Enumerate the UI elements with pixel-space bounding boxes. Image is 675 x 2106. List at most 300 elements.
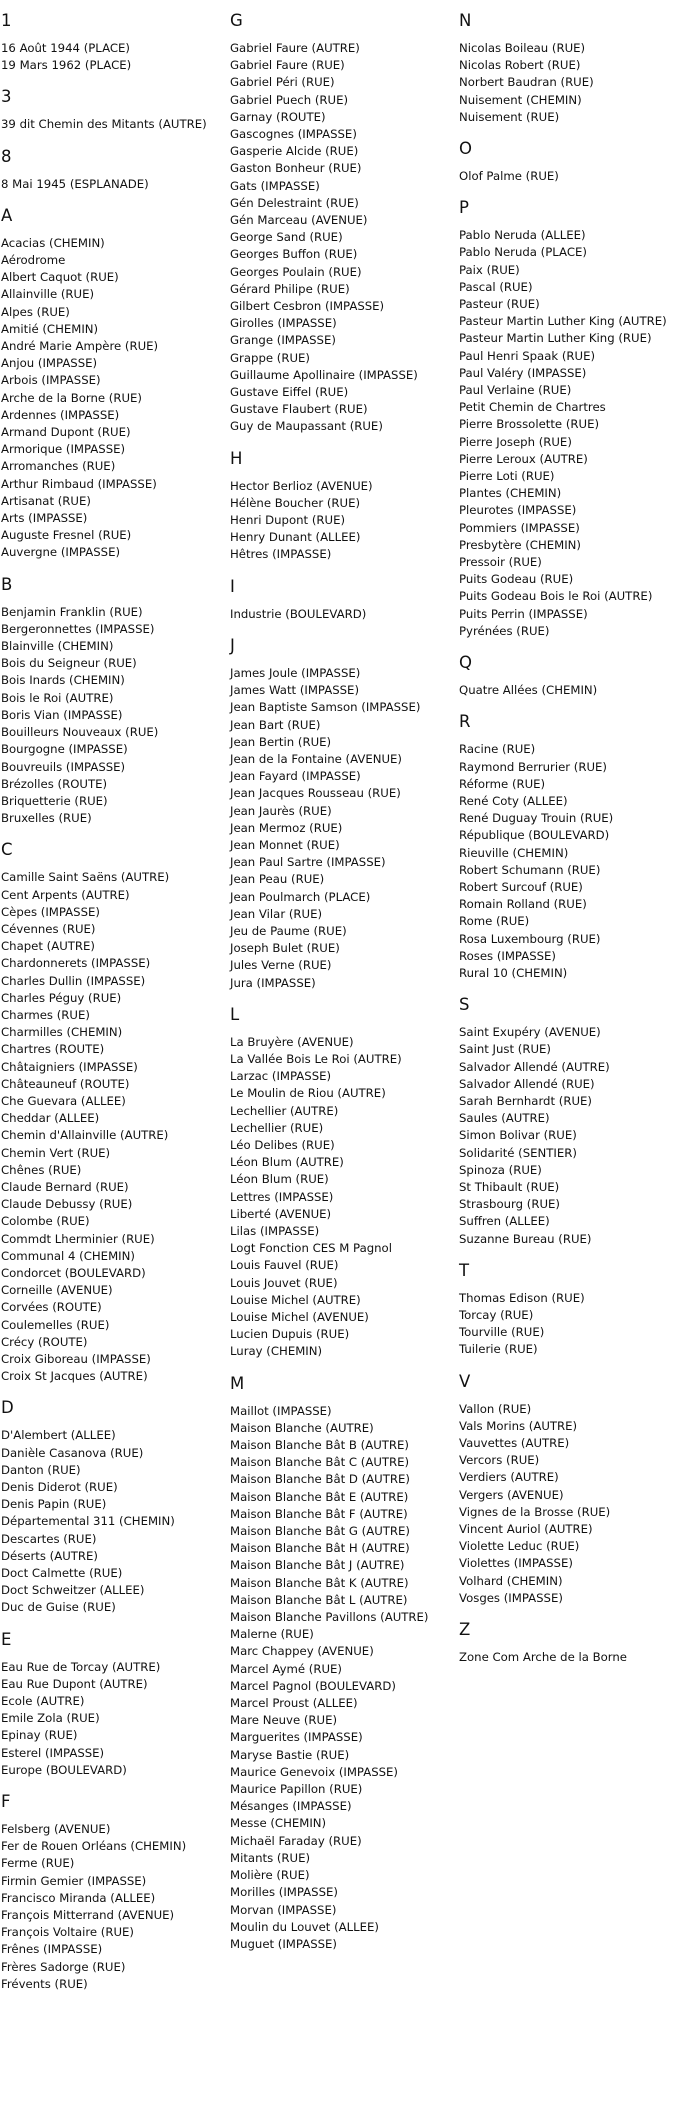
street-entry: Robert Schumann (RUE): [459, 862, 601, 877]
street-entry: La Bruyère (AVENUE): [230, 1034, 354, 1049]
street-entry: Gén Marceau (AVENUE): [230, 213, 368, 228]
street-entry: François Mitterrand (AVENUE): [1, 1908, 175, 1923]
street-entry: Thomas Edison (RUE): [459, 1290, 585, 1305]
street-entry: Châtaigniers (IMPASSE): [1, 1059, 138, 1074]
street-entry: Pierre Leroux (AUTRE): [459, 451, 588, 466]
index-letter-heading: 8: [1, 146, 12, 166]
index-letter-heading: R: [459, 712, 471, 732]
street-entry: Liberté (AVENUE): [230, 1206, 332, 1221]
street-entry: Charmilles (CHEMIN): [1, 1025, 123, 1040]
street-list: [230, 1034, 452, 1361]
street-entry: Solidarité (SENTIER): [459, 1145, 577, 1160]
street-entry: Camille Saint Saëns (AUTRE): [1, 870, 170, 885]
street-entry: Chartres (ROUTE): [1, 1042, 105, 1057]
index-group: [230, 576, 452, 623]
street-entry: La Vallée Bois Le Roi (AUTRE): [230, 1051, 402, 1066]
street-entry: Marcel Pagnol (BOULEVARD): [230, 1678, 396, 1693]
street-entry: Ardennes (IMPASSE): [1, 407, 120, 422]
street-entry: Saint Just (RUE): [459, 1042, 551, 1057]
street-entry: Petit Chemin de Chartres: [459, 400, 606, 415]
street-entry: Maison Blanche Bât G (AUTRE): [230, 1524, 410, 1539]
street-entry: André Marie Ampère (RUE): [1, 339, 159, 354]
street-entry: Michaël Faraday (RUE): [230, 1833, 362, 1848]
street-entry: Felsberg (AVENUE): [1, 1822, 111, 1837]
street-entry: Paul Valéry (IMPASSE): [459, 365, 587, 380]
street-entry: D'Alembert (ALLEE): [1, 1428, 116, 1443]
street-entry: Bergeronnettes (IMPASSE): [1, 621, 155, 636]
street-entry: Maurice Genevoix (IMPASSE): [230, 1764, 398, 1779]
street-list: [1, 176, 223, 193]
street-entry: Arromanches (RUE): [1, 459, 116, 474]
street-entry: Jean Jaurès (RUE): [230, 803, 332, 818]
street-entry: Artisanat (RUE): [1, 493, 91, 508]
street-entry: Garnay (ROUTE): [230, 109, 326, 124]
street-entry: Gustave Eiffel (RUE): [230, 385, 349, 400]
street-entry: Léo Delibes (RUE): [230, 1137, 335, 1152]
index-letter-heading: 1: [1, 11, 12, 30]
street-entry: Pierre Loti (RUE): [459, 469, 555, 484]
street-entry: Danièle Casanova (RUE): [1, 1445, 144, 1460]
street-entry: Eau Rue de Torcay (AUTRE): [1, 1659, 161, 1674]
street-entry: Torcay (RUE): [459, 1307, 534, 1322]
street-entry: Maryse Bastie (RUE): [230, 1747, 350, 1762]
index-letter-heading: E: [1, 1629, 12, 1649]
street-list: [1, 604, 223, 828]
index-group: [1, 1629, 223, 1779]
street-entry: Rosa Luxembourg (RUE): [459, 931, 601, 946]
index-letter-heading: Z: [459, 1620, 471, 1640]
street-entry: Bouilleurs Nouveaux (RUE): [1, 725, 159, 740]
street-entry: Frères Sadorge (RUE): [1, 1959, 126, 1974]
street-entry: Claude Bernard (RUE): [1, 1179, 129, 1194]
street-entry: Maison Blanche Bât B (AUTRE): [230, 1438, 409, 1453]
street-entry: Sarah Bernhardt (RUE): [459, 1093, 592, 1108]
index-letter-heading: I: [230, 576, 235, 596]
street-entry: Salvador Allendé (RUE): [459, 1076, 595, 1091]
index-group: [1, 1397, 223, 1616]
street-entry: Zone Com Arche de la Borne: [459, 1650, 627, 1665]
street-entry: Descartes (RUE): [1, 1531, 97, 1546]
street-entry: Auvergne (IMPASSE): [1, 545, 121, 560]
street-list: [230, 40, 452, 436]
street-entry: Alpes (RUE): [1, 304, 70, 319]
street-entry: Blainville (CHEMIN): [1, 639, 114, 654]
index-group: [459, 197, 675, 640]
street-entry: Raymond Berrurier (RUE): [459, 759, 607, 774]
index-letter-heading: F: [1, 1792, 11, 1812]
street-entry: Jules Verne (RUE): [230, 958, 332, 973]
street-list: [1, 1821, 223, 1993]
street-entry: Jeu de Paume (RUE): [230, 923, 347, 938]
street-entry: Denis Diderot (RUE): [1, 1480, 118, 1495]
street-entry: Vincent Auriol (AUTRE): [459, 1522, 593, 1537]
street-list: [459, 40, 675, 126]
street-entry: Amitié (CHEMIN): [1, 321, 99, 336]
street-entry: Charmes (RUE): [1, 1007, 90, 1022]
street-entry: 16 Août 1944 (PLACE): [1, 41, 130, 55]
street-entry: Salvador Allendé (AUTRE): [459, 1059, 610, 1074]
street-entry: Pascal (RUE): [459, 279, 533, 294]
street-entry: Violette Leduc (RUE): [459, 1539, 580, 1554]
street-entry: Anjou (IMPASSE): [1, 356, 98, 371]
street-entry: Gabriel Faure (AUTRE): [230, 41, 360, 55]
street-entry: Maison Blanche Pavillons (AUTRE): [230, 1610, 429, 1625]
street-entry: Bourgogne (IMPASSE): [1, 742, 128, 757]
street-entry: Doct Calmette (RUE): [1, 1566, 123, 1581]
street-list: [459, 1649, 675, 1666]
index-letter-heading: L: [230, 1004, 240, 1024]
street-entry: Pasteur (RUE): [459, 297, 540, 312]
street-entry: Gasperie Alcide (RUE): [230, 144, 359, 159]
street-entry: Grange (IMPASSE): [230, 333, 336, 348]
street-entry: Commdt Lherminier (RUE): [1, 1231, 155, 1246]
street-entry: Benjamin Franklin (RUE): [1, 604, 143, 619]
street-entry: Spinoza (RUE): [459, 1162, 542, 1177]
index-group: [230, 1373, 452, 1954]
index-letter-heading: B: [1, 574, 13, 594]
street-entry: Jura (IMPASSE): [230, 975, 316, 990]
street-entry: Muguet (IMPASSE): [230, 1936, 337, 1951]
index-group: [459, 138, 675, 185]
street-entry: Puits Perrin (IMPASSE): [459, 606, 588, 621]
street-entry: Crécy (ROUTE): [1, 1334, 88, 1349]
index-group: [1, 146, 223, 193]
index-letter-heading: M: [230, 1373, 245, 1393]
index-letter-heading: T: [459, 1260, 470, 1280]
street-entry: Rome (RUE): [459, 914, 530, 929]
index-letter-heading: H: [230, 448, 243, 468]
street-entry: Jean Peau (RUE): [230, 872, 325, 887]
street-list: [459, 682, 675, 699]
index-letter-heading: N: [459, 11, 472, 30]
street-entry: Messe (CHEMIN): [230, 1816, 327, 1831]
street-entry: Jean Paul Sartre (IMPASSE): [230, 855, 386, 870]
street-index-column-2: [230, 0, 452, 1953]
street-entry: Puits Godeau Bois le Roi (AUTRE): [459, 589, 653, 604]
street-entry: Volhard (CHEMIN): [459, 1573, 563, 1588]
street-entry: Bruxelles (RUE): [1, 811, 92, 826]
street-entry: Bois Inards (CHEMIN): [1, 673, 125, 688]
street-list: [230, 1403, 452, 1954]
street-entry: Gats (IMPASSE): [230, 178, 320, 193]
street-entry: Guillaume Apollinaire (IMPASSE): [230, 367, 418, 382]
index-group: [1, 205, 223, 562]
street-entry: Chênes (RUE): [1, 1162, 82, 1177]
street-entry: République (BOULEVARD): [459, 828, 610, 843]
street-entry: Guy de Maupassant (RUE): [230, 419, 383, 434]
street-entry: Coulemelles (RUE): [1, 1317, 110, 1332]
street-entry: Tuilerie (RUE): [459, 1342, 538, 1357]
street-entry: Gilbert Cesbron (IMPASSE): [230, 299, 385, 314]
street-entry: Jean Bart (RUE): [230, 717, 321, 732]
index-group: [230, 10, 452, 436]
street-list: [459, 1024, 675, 1248]
street-entry: Gaston Bonheur (RUE): [230, 161, 362, 176]
street-entry: Jean de la Fontaine (AVENUE): [230, 751, 402, 766]
street-entry: Saules (AUTRE): [459, 1111, 550, 1126]
street-entry: Quatre Allées (CHEMIN): [459, 683, 598, 698]
street-entry: Chardonnerets (IMPASSE): [1, 956, 151, 971]
index-group: [459, 1619, 675, 1666]
street-entry: Vals Morins (AUTRE): [459, 1418, 578, 1433]
street-entry: Boris Vian (IMPASSE): [1, 707, 123, 722]
street-entry: Romain Rolland (RUE): [459, 897, 587, 912]
street-entry: Maison Blanche Bât K (AUTRE): [230, 1575, 409, 1590]
street-entry: Aérodrome: [1, 253, 66, 268]
street-entry: Doct Schweitzer (ALLEE): [1, 1583, 145, 1598]
street-entry: Racine (RUE): [459, 742, 536, 757]
street-entry: 8 Mai 1945 (ESPLANADE): [1, 176, 149, 191]
index-letter-heading: Q: [459, 653, 472, 673]
street-entry: Suzanne Bureau (RUE): [459, 1231, 592, 1246]
street-entry: Pasteur Martin Luther King (RUE): [459, 331, 652, 346]
street-entry: Vallon (RUE): [459, 1401, 532, 1416]
street-entry: Marcel Aymé (RUE): [230, 1661, 342, 1676]
street-entry: Tourville (RUE): [459, 1325, 545, 1340]
street-entry: Henri Dupont (RUE): [230, 513, 346, 528]
street-list: [1, 1659, 223, 1779]
street-entry: Norbert Baudran (RUE): [459, 75, 594, 90]
street-entry: Acacias (CHEMIN): [1, 235, 105, 250]
street-entry: Morvan (IMPASSE): [230, 1902, 337, 1917]
street-entry: Le Moulin de Riou (AUTRE): [230, 1086, 386, 1101]
street-list: [230, 606, 452, 623]
street-entry: Gabriel Péri (RUE): [230, 75, 335, 90]
street-entry: Violettes (IMPASSE): [459, 1556, 573, 1571]
street-entry: Jean Jacques Rousseau (RUE): [230, 786, 401, 801]
street-entry: François Voltaire (RUE): [1, 1925, 134, 1940]
street-entry: Nuisement (RUE): [459, 109, 560, 124]
street-entry: Brézolles (ROUTE): [1, 776, 108, 791]
street-entry: Strasbourg (RUE): [459, 1197, 560, 1212]
street-entry: Maison Blanche Bât H (AUTRE): [230, 1541, 410, 1556]
street-entry: Pablo Neruda (ALLEE): [459, 228, 586, 243]
street-entry: Europe (BOULEVARD): [1, 1762, 127, 1777]
street-list: [459, 227, 675, 640]
street-entry: Hector Berlioz (AVENUE): [230, 478, 373, 493]
street-entry: Châteauneuf (ROUTE): [1, 1076, 130, 1091]
street-entry: Maison Blanche Bât D (AUTRE): [230, 1472, 410, 1487]
street-entry: Jean Monnet (RUE): [230, 837, 340, 852]
street-entry: Vercors (RUE): [459, 1453, 540, 1468]
street-entry: Lilas (IMPASSE): [230, 1223, 320, 1238]
index-group: [230, 448, 452, 564]
street-entry: Rieuville (CHEMIN): [459, 845, 569, 860]
index-letter-heading: O: [459, 139, 472, 159]
street-list: [459, 1401, 675, 1607]
street-entry: Epinay (RUE): [1, 1728, 78, 1743]
street-entry: Pasteur Martin Luther King (AUTRE): [459, 314, 667, 329]
street-entry: Chapet (AUTRE): [1, 939, 95, 954]
street-entry: Maison Blanche Bât C (AUTRE): [230, 1455, 410, 1470]
street-entry: Jean Bertin (RUE): [230, 734, 332, 749]
street-entry: Arche de la Borne (RUE): [1, 390, 142, 405]
street-entry: Moulin du Louvet (ALLEE): [230, 1919, 379, 1934]
street-list: [230, 478, 452, 564]
index-letter-heading: 3: [1, 87, 12, 107]
index-group: [459, 994, 675, 1248]
street-entry: Louis Fauvel (RUE): [230, 1258, 339, 1273]
street-entry: Jean Mermoz (RUE): [230, 820, 343, 835]
street-entry: Nicolas Boileau (RUE): [459, 41, 586, 55]
street-entry: Grappe (RUE): [230, 350, 310, 365]
street-entry: Vauvettes (AUTRE): [459, 1436, 570, 1450]
street-entry: Louis Jouvet (RUE): [230, 1275, 338, 1290]
street-entry: Nicolas Robert (RUE): [459, 58, 581, 73]
street-entry: Maison Blanche Bât L (AUTRE): [230, 1592, 408, 1607]
street-entry: St Thibault (RUE): [459, 1179, 560, 1194]
street-entry: Suffren (ALLEE): [459, 1214, 550, 1229]
street-entry: Croix St Jacques (AUTRE): [1, 1369, 148, 1384]
street-entry: Colombe (RUE): [1, 1214, 90, 1229]
street-entry: Jean Poulmarch (PLACE): [230, 889, 371, 904]
street-entry: Pierre Joseph (RUE): [459, 434, 572, 449]
street-entry: Jean Fayard (IMPASSE): [230, 769, 361, 784]
street-list: [1, 40, 223, 74]
street-entry: Chemin Vert (RUE): [1, 1145, 111, 1160]
street-entry: Gabriel Puech (RUE): [230, 92, 349, 107]
street-entry: Corvées (ROUTE): [1, 1300, 102, 1315]
street-entry: Ferme (RUE): [1, 1856, 75, 1871]
street-entry: Firmin Gemier (IMPASSE): [1, 1873, 147, 1888]
street-entry: Paul Henri Spaak (RUE): [459, 348, 596, 363]
street-entry: Marguerites (IMPASSE): [230, 1730, 363, 1745]
street-entry: Léon Blum (RUE): [230, 1172, 329, 1187]
street-entry: Cheddar (ALLEE): [1, 1111, 100, 1126]
street-index-column-3: [459, 0, 675, 1666]
street-entry: Cent Arpents (AUTRE): [1, 887, 130, 902]
street-entry: Fer de Rouen Orléans (CHEMIN): [1, 1839, 187, 1854]
street-entry: Francisco Miranda (ALLEE): [1, 1890, 156, 1905]
street-entry: Jean Baptiste Samson (IMPASSE): [230, 700, 421, 715]
street-entry: Louise Michel (AVENUE): [230, 1310, 369, 1324]
street-entry: Girolles (IMPASSE): [230, 316, 337, 331]
street-entry: Réforme (RUE): [459, 776, 546, 791]
index-letter-heading: P: [459, 198, 469, 218]
street-entry: Rural 10 (CHEMIN): [459, 965, 568, 980]
street-entry: Allainville (RUE): [1, 287, 95, 302]
street-entry: Maison Blanche Bât E (AUTRE): [230, 1489, 409, 1504]
street-entry: Presbytère (CHEMIN): [459, 537, 581, 552]
street-entry: Cévennes (RUE): [1, 921, 96, 936]
street-entry: Lechellier (AUTRE): [230, 1103, 339, 1118]
street-entry: Lucien Dupuis (RUE): [230, 1327, 350, 1342]
street-entry: Briquetterie (RUE): [1, 793, 108, 808]
street-entry: George Sand (RUE): [230, 230, 343, 245]
street-entry: Vergers (AVENUE): [459, 1487, 564, 1502]
street-list: [459, 1290, 675, 1359]
street-entry: Lettres (IMPASSE): [230, 1189, 334, 1204]
street-entry: Gascognes (IMPASSE): [230, 127, 357, 142]
index-group: [459, 711, 675, 982]
street-entry: Georges Poulain (RUE): [230, 264, 362, 279]
street-entry: Danton (RUE): [1, 1462, 81, 1477]
index-letter-heading: V: [459, 1371, 471, 1391]
street-entry: Roses (IMPASSE): [459, 948, 556, 963]
street-entry: Saint Exupéry (AVENUE): [459, 1025, 601, 1040]
street-entry: Gabriel Faure (RUE): [230, 58, 345, 73]
street-entry: James Joule (IMPASSE): [230, 665, 361, 680]
index-group: [459, 10, 675, 126]
street-entry: Croix Giboreau (IMPASSE): [1, 1352, 151, 1366]
street-entry: Plantes (CHEMIN): [459, 486, 562, 501]
street-entry: Luray (CHEMIN): [230, 1344, 323, 1359]
street-entry: Georges Buffon (RUE): [230, 247, 358, 262]
index-letter-heading: A: [1, 205, 13, 225]
street-entry: Lechellier (RUE): [230, 1120, 324, 1135]
street-entry: Hêtres (IMPASSE): [230, 547, 332, 562]
street-entry: Eau Rue Dupont (AUTRE): [1, 1676, 148, 1691]
street-entry: Bois du Seigneur (RUE): [1, 656, 137, 671]
index-group: [1, 574, 223, 828]
street-entry: Industrie (BOULEVARD): [230, 606, 367, 621]
street-entry: Molière (RUE): [230, 1868, 310, 1883]
street-list: [459, 168, 675, 185]
street-entry: Verdiers (AUTRE): [459, 1470, 559, 1485]
index-group: [459, 652, 675, 699]
street-entry: Pommiers (IMPASSE): [459, 520, 580, 535]
street-entry: Pleurotes (IMPASSE): [459, 503, 577, 518]
index-group: [1, 839, 223, 1385]
street-list: [1, 235, 223, 562]
street-entry: Hélène Boucher (RUE): [230, 495, 361, 510]
street-list: [230, 665, 452, 992]
street-list: [459, 741, 675, 982]
street-entry: Henry Dunant (ALLEE): [230, 530, 361, 545]
street-entry: Charles Dullin (IMPASSE): [1, 973, 146, 988]
street-entry: Vosges (IMPASSE): [459, 1590, 563, 1605]
street-entry: Logt Fonction CES M Pagnol: [230, 1241, 392, 1256]
street-entry: Robert Surcouf (RUE): [459, 879, 583, 894]
street-entry: Bois le Roi (AUTRE): [1, 690, 114, 705]
street-entry: Claude Debussy (RUE): [1, 1197, 133, 1212]
street-entry: Mare Neuve (RUE): [230, 1713, 338, 1728]
street-entry: Paul Verlaine (RUE): [459, 383, 572, 398]
street-entry: Gustave Flaubert (RUE): [230, 402, 368, 417]
street-entry: Arts (IMPASSE): [1, 511, 88, 526]
street-entry: Frévents (RUE): [1, 1976, 88, 1991]
street-entry: Emile Zola (RUE): [1, 1711, 100, 1726]
street-entry: Morilles (IMPASSE): [230, 1885, 338, 1900]
street-entry: 19 Mars 1962 (PLACE): [1, 58, 132, 73]
street-entry: Arthur Rimbaud (IMPASSE): [1, 476, 157, 491]
street-entry: Pyrénées (RUE): [459, 623, 550, 638]
street-entry: Armorique (IMPASSE): [1, 442, 126, 457]
street-entry: Albert Caquot (RUE): [1, 270, 119, 285]
index-letter-heading: S: [459, 995, 470, 1015]
street-entry: Léon Blum (AUTRE): [230, 1155, 344, 1170]
street-entry: James Watt (IMPASSE): [230, 683, 360, 698]
street-list: [1, 869, 223, 1385]
street-entry: Louise Michel (AUTRE): [230, 1292, 361, 1307]
street-entry: Corneille (AVENUE): [1, 1283, 113, 1298]
street-entry: René Duguay Trouin (RUE): [459, 811, 614, 826]
street-entry: Jean Vilar (RUE): [230, 906, 323, 921]
street-entry: Charles Péguy (RUE): [1, 990, 122, 1005]
street-entry: Départemental 311 (CHEMIN): [1, 1514, 175, 1529]
street-list: [1, 116, 223, 133]
street-entry: Nuisement (CHEMIN): [459, 92, 582, 107]
street-entry: Denis Papin (RUE): [1, 1497, 107, 1512]
street-entry: René Coty (ALLEE): [459, 793, 568, 808]
street-entry: 39 dit Chemin des Mitants (AUTRE): [1, 117, 207, 132]
index-group: [1, 86, 223, 133]
street-entry: Ecole (AUTRE): [1, 1694, 85, 1709]
street-entry: Joseph Bulet (RUE): [230, 941, 340, 956]
street-entry: Condorcet (BOULEVARD): [1, 1265, 146, 1280]
street-entry: Maison Blanche Bât F (AUTRE): [230, 1506, 408, 1521]
index-group: [459, 1260, 675, 1359]
